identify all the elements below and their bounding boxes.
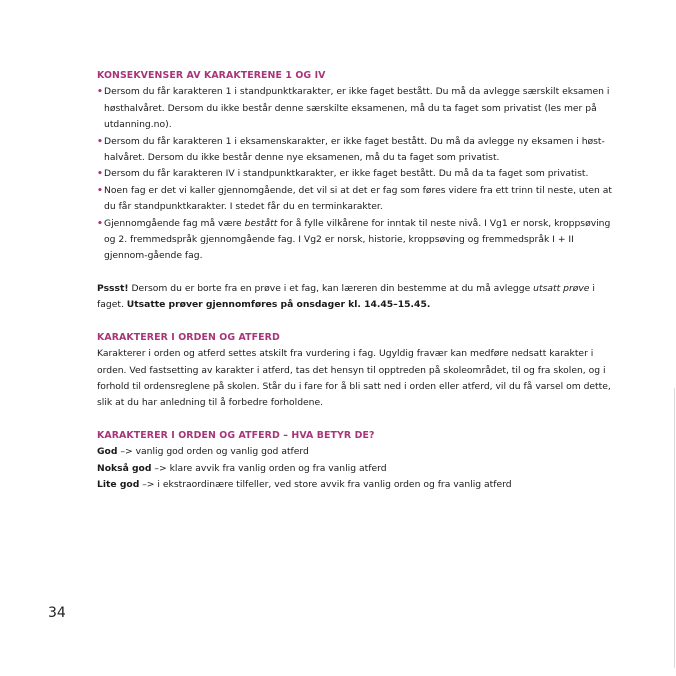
list-item-text: Dersom du får karakteren 1 i standpunktkarakter, er ikke faget bestått. Du må da avlegge særskilt eksamen i høsthalvåret. Dersom du ikke består denne særskilte eksamenen, må du ta faget som privatist (les mer på utdanning.no).	[104, 86, 610, 131]
section-heading-meaning: KARAKTERER I ORDEN OG ATFERD – HVA BETYR DE?	[97, 429, 375, 441]
bullet-icon: •	[97, 217, 103, 229]
definition-row	[97, 444, 613, 460]
list-item-text: Dersom du får karakteren IV i standpunktkarakter, er ikke faget bestått. Du må da ta faget som privatist.	[104, 168, 589, 180]
order-conduct-paragraph: Karakterer i orden og atferd settes atskilt fra vurdering i fag. Ugyldig fravær kan medføre nedsatt karakter i orden. Ved fastsetting av karakter i atferd, tas det hensyn til opptreden på skoleområdet, til og fra skolen, og i forhold til ordensreglene på skolen. Står du i fare for å bli satt ned i orden eller atferd, vil du få varsel om dette, slik at du har anledning til å forbedre forholdene.	[97, 348, 611, 409]
section-heading-order-conduct: KARAKTERER I ORDEN OG ATFERD	[97, 331, 280, 343]
bullet-icon: •	[97, 135, 103, 147]
page-edge-divider	[674, 388, 675, 668]
list-item-text-post: for å fylle vilkårene for inntak til neste nivå. I Vg1 er norsk, kroppsøving og 2. fremmedspråk gjennomgående fag. I Vg2 er norsk, historie, kroppsøving og fremmedspråk I + II gjennom-gående fag.	[104, 217, 611, 262]
definition-term: Lite god	[97, 478, 140, 490]
list-item	[97, 216, 613, 265]
psst-lead: Pssst!	[97, 282, 129, 294]
list-item	[97, 183, 613, 216]
definition-text: –> vanlig god orden og vanlig god atferd	[117, 446, 309, 458]
psst-bold-tail: Utsatte prøver gjennomføres på onsdager kl. 14.45–15.45.	[126, 299, 431, 311]
bullet-icon: •	[97, 86, 103, 98]
list-item-emphasis: bestått	[244, 217, 278, 229]
bullet-icon: •	[97, 184, 103, 196]
definition-row	[97, 461, 613, 477]
psst-emphasis: utsatt prøve	[533, 282, 590, 294]
page-content	[97, 68, 613, 493]
list-item	[97, 166, 613, 182]
section-heading-consequences: KONSEKVENSER AV KARAKTERENE 1 OG IV	[97, 70, 326, 81]
list-item	[97, 84, 613, 133]
list-item	[97, 134, 613, 167]
definition-text: –> klare avvik fra vanlig orden og fra vanlig atferd	[151, 462, 387, 474]
definition-text: –> i ekstraordinære tilfeller, ved store avvik fra vanlig orden og fra vanlig atferd	[139, 478, 512, 490]
definition-term: God	[97, 446, 118, 458]
page-number: 34	[48, 605, 66, 621]
psst-text-1: Dersom du er borte fra en prøve i et fag, kan læreren din bestemme at du må avlegge	[128, 282, 534, 294]
list-item-text-pre: Gjennomgående fag må være	[104, 217, 245, 229]
definition-row	[97, 477, 613, 493]
list-item-text: Noen fag er det vi kaller gjennomgående, det vil si at det er fag som føres videre fra ett trinn til neste, uten at du får standpunktkarakter. I stedet får du en terminkarakter.	[104, 184, 612, 213]
definition-list	[97, 444, 613, 493]
psst-paragraph	[97, 281, 613, 314]
psst-text-2: i faget.	[97, 282, 595, 311]
definition-term: Nokså god	[97, 462, 152, 474]
bullet-icon: •	[97, 168, 103, 180]
consequences-list	[97, 84, 613, 264]
list-item-text: Dersom du får karakteren 1 i eksamenskarakter, er ikke faget bestått. Du må da avlegge ny eksamen i høst-halvåret. Dersom du ikke består denne nye eksamenen, må du ta faget som privatist.	[104, 135, 605, 164]
